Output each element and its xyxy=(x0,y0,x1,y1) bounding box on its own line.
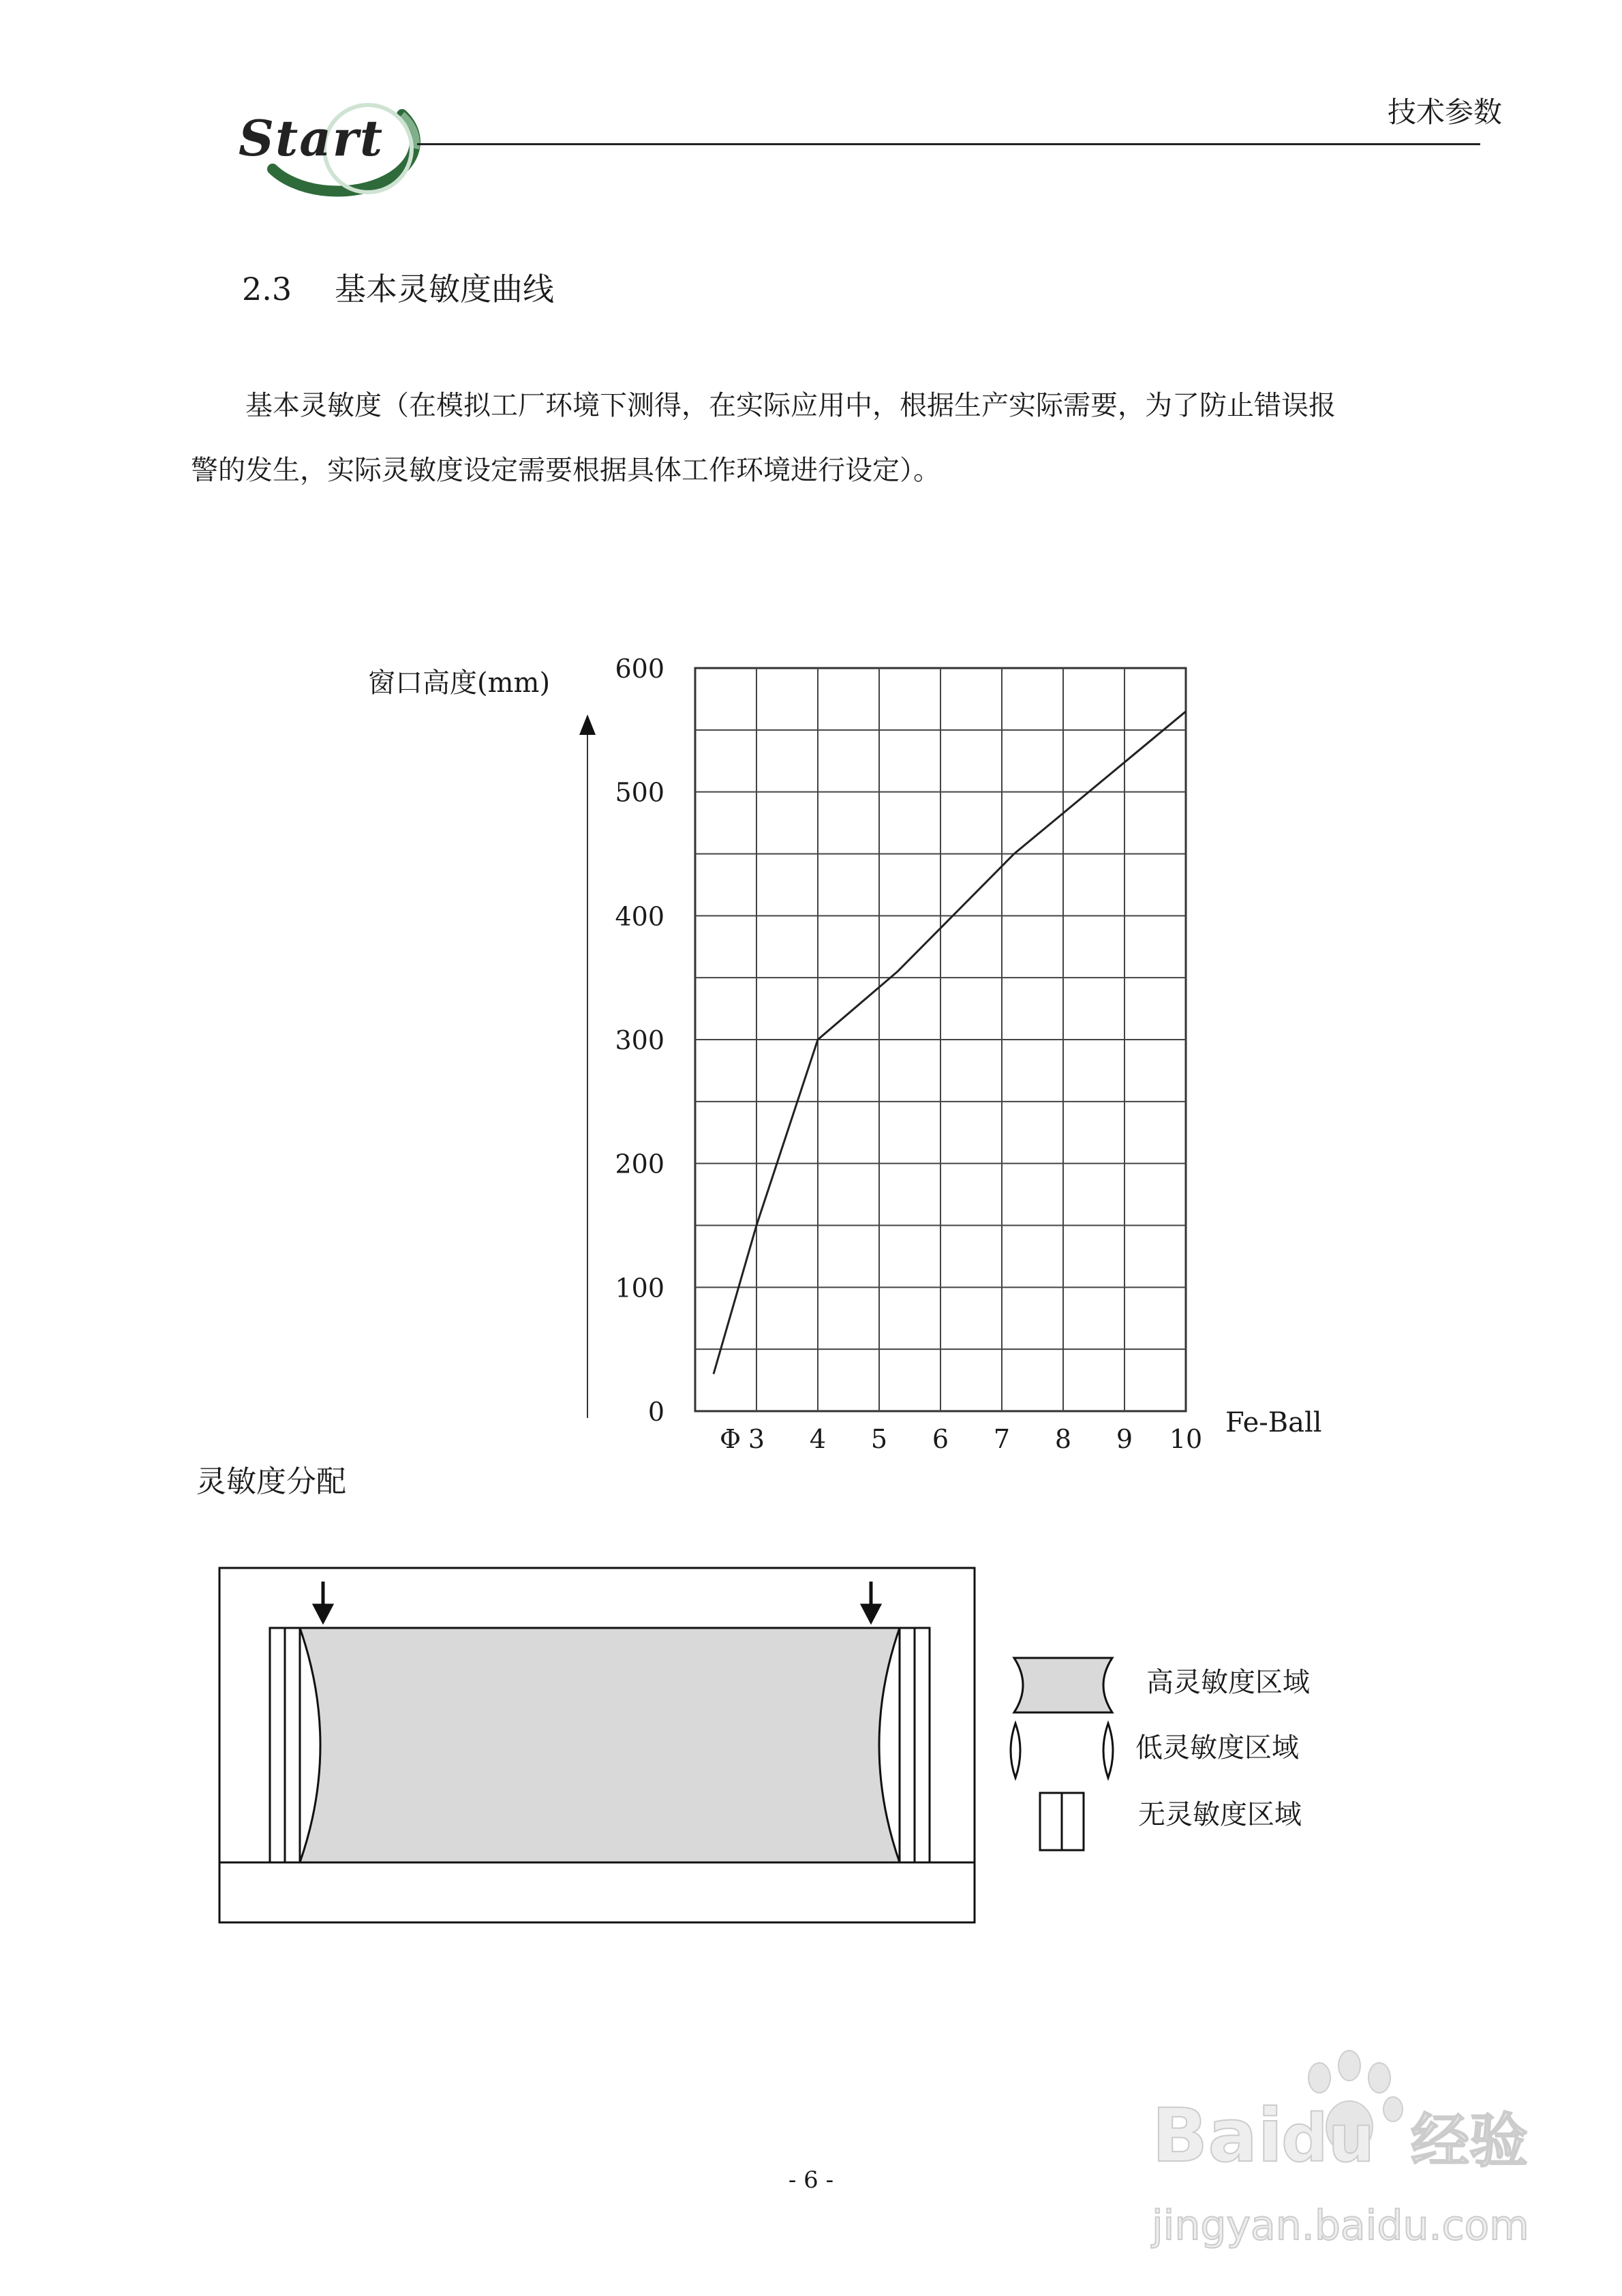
baidu-watermark xyxy=(1124,2038,1533,2263)
left-no-sensitivity-zone xyxy=(270,1628,300,1862)
y-tick-label: 300 xyxy=(615,1025,664,1055)
legend-none-label: 无灵敏度区域 xyxy=(1138,1799,1302,1830)
watermark-brand: Bai xyxy=(1152,2094,1283,2179)
watermark-brand-2: du xyxy=(1281,2100,1375,2177)
y-tick-label: 0 xyxy=(647,1397,664,1427)
series-layer xyxy=(714,712,1186,1374)
x-tick-label: 3 xyxy=(748,1424,765,1454)
legend-low-swatch-left xyxy=(1011,1723,1020,1778)
distribution-title: 灵敏度分配 xyxy=(196,1464,346,1499)
left-arrow-icon xyxy=(315,1582,331,1621)
page-number: - 6 - xyxy=(788,2166,834,2194)
x-tick-label: 9 xyxy=(1116,1424,1133,1454)
sensitivity-distribution-diagram xyxy=(0,1534,1622,1943)
watermark-cn: 经验 xyxy=(1411,2107,1528,2175)
x-axis-prefix: Φ xyxy=(720,1424,741,1454)
paragraph-line-1: 基本灵敏度（在模拟工厂环境下测得，在实际应用中，根据生产实际需要，为了防止错误报 xyxy=(245,390,1336,421)
y-tick-label: 400 xyxy=(615,901,664,932)
logo-text: Start xyxy=(239,109,384,167)
y-axis-arrow xyxy=(579,714,596,735)
legend-low-label: 低灵敏度区域 xyxy=(1135,1732,1299,1764)
right-arrow-icon xyxy=(863,1582,879,1621)
paragraph-line-2: 警的发生，实际灵敏度设定需要根据具体工作环境进行设定）。 xyxy=(191,455,940,486)
x-tick-label: 5 xyxy=(870,1424,888,1454)
chart-grid xyxy=(695,668,1186,1411)
x-tick-label: 8 xyxy=(1054,1424,1072,1454)
x-tick-labels xyxy=(748,1424,1202,1454)
y-tick-labels xyxy=(615,654,664,1427)
legend-low-swatch-right xyxy=(1103,1723,1113,1778)
right-no-sensitivity-zone xyxy=(900,1628,930,1862)
x-axis-label: Fe-Ball xyxy=(1225,1407,1322,1438)
chart-axis xyxy=(579,714,596,1418)
y-tick-label: 600 xyxy=(615,654,664,684)
x-tick-label: 10 xyxy=(1169,1424,1203,1454)
y-tick-label: 500 xyxy=(615,777,664,808)
high-sensitivity-zone xyxy=(300,1628,900,1862)
sensitivity-curve xyxy=(714,712,1186,1374)
y-axis-label: 窗口高度(mm) xyxy=(368,667,551,699)
header-title: 技术参数 xyxy=(1387,95,1502,129)
legend-high-swatch xyxy=(1014,1658,1112,1712)
y-tick-label: 200 xyxy=(615,1149,664,1179)
x-tick-label: 7 xyxy=(993,1424,1011,1454)
y-tick-label: 100 xyxy=(615,1273,664,1303)
x-tick-label: 6 xyxy=(932,1424,949,1454)
section-heading: 基本灵敏度曲线 xyxy=(335,271,554,307)
watermark-url: jingyan.baidu.com xyxy=(1152,2202,1529,2250)
legend-high-label: 高灵敏度区域 xyxy=(1146,1667,1310,1698)
section-number: 2.3 xyxy=(242,271,292,307)
x-tick-label: 4 xyxy=(809,1424,827,1454)
